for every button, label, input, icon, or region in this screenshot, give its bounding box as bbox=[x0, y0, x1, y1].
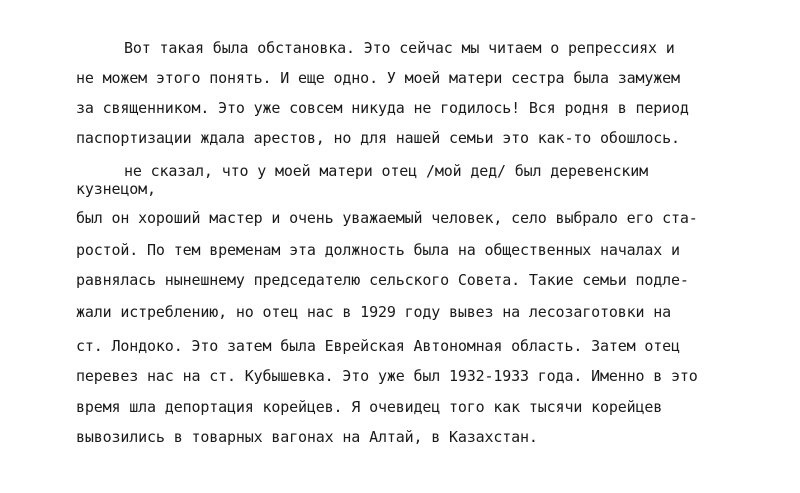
text-line-3: за священником. Это уже совсем никуда не годилось! Вся родня в период bbox=[76, 99, 689, 117]
text-line-4: паспортизации ждала арестов, но для нашей семьи это как-то обошлось. bbox=[76, 129, 680, 147]
text-line-6: кузнецом, bbox=[76, 180, 156, 198]
text-line-10: жали истреблению, но отец нас в 1929 году вывез на лесозаготовки на bbox=[76, 303, 672, 321]
text-line-12: перевез нас на ст. Кубышевка. Это уже был 1932-1933 года. Именно в это bbox=[76, 367, 698, 385]
text-line-5: не сказал, что у моей матери отец /мой дед/ был деревенским bbox=[124, 162, 648, 180]
text-line-9: равнялась нынешнему председателю сельского Совета. Такие семьи подле- bbox=[76, 271, 689, 289]
text-line-13: время шла депортация корейцев. Я очевидец того как тысячи корейцев bbox=[76, 398, 663, 416]
text-line-11: ст. Лондоко. Это затем была Еврейская Автономная область. Затем отец bbox=[76, 337, 680, 355]
text-line-14: вывозились в товарных вагонах на Алтай, в Казахстан. bbox=[76, 428, 538, 446]
text-line-8: ростой. По тем временам эта должность была на общественных началах и bbox=[76, 241, 680, 259]
text-line-1: Вот такая была обстановка. Это сейчас мы читаем о репрессиях и bbox=[124, 39, 675, 57]
text-line-2: не можем этого понять. И еще одно. У моей матери сестра была замужем bbox=[76, 69, 680, 87]
text-line-7: был он хороший мастер и очень уважаемый человек, село выбрало его ста- bbox=[76, 209, 698, 227]
